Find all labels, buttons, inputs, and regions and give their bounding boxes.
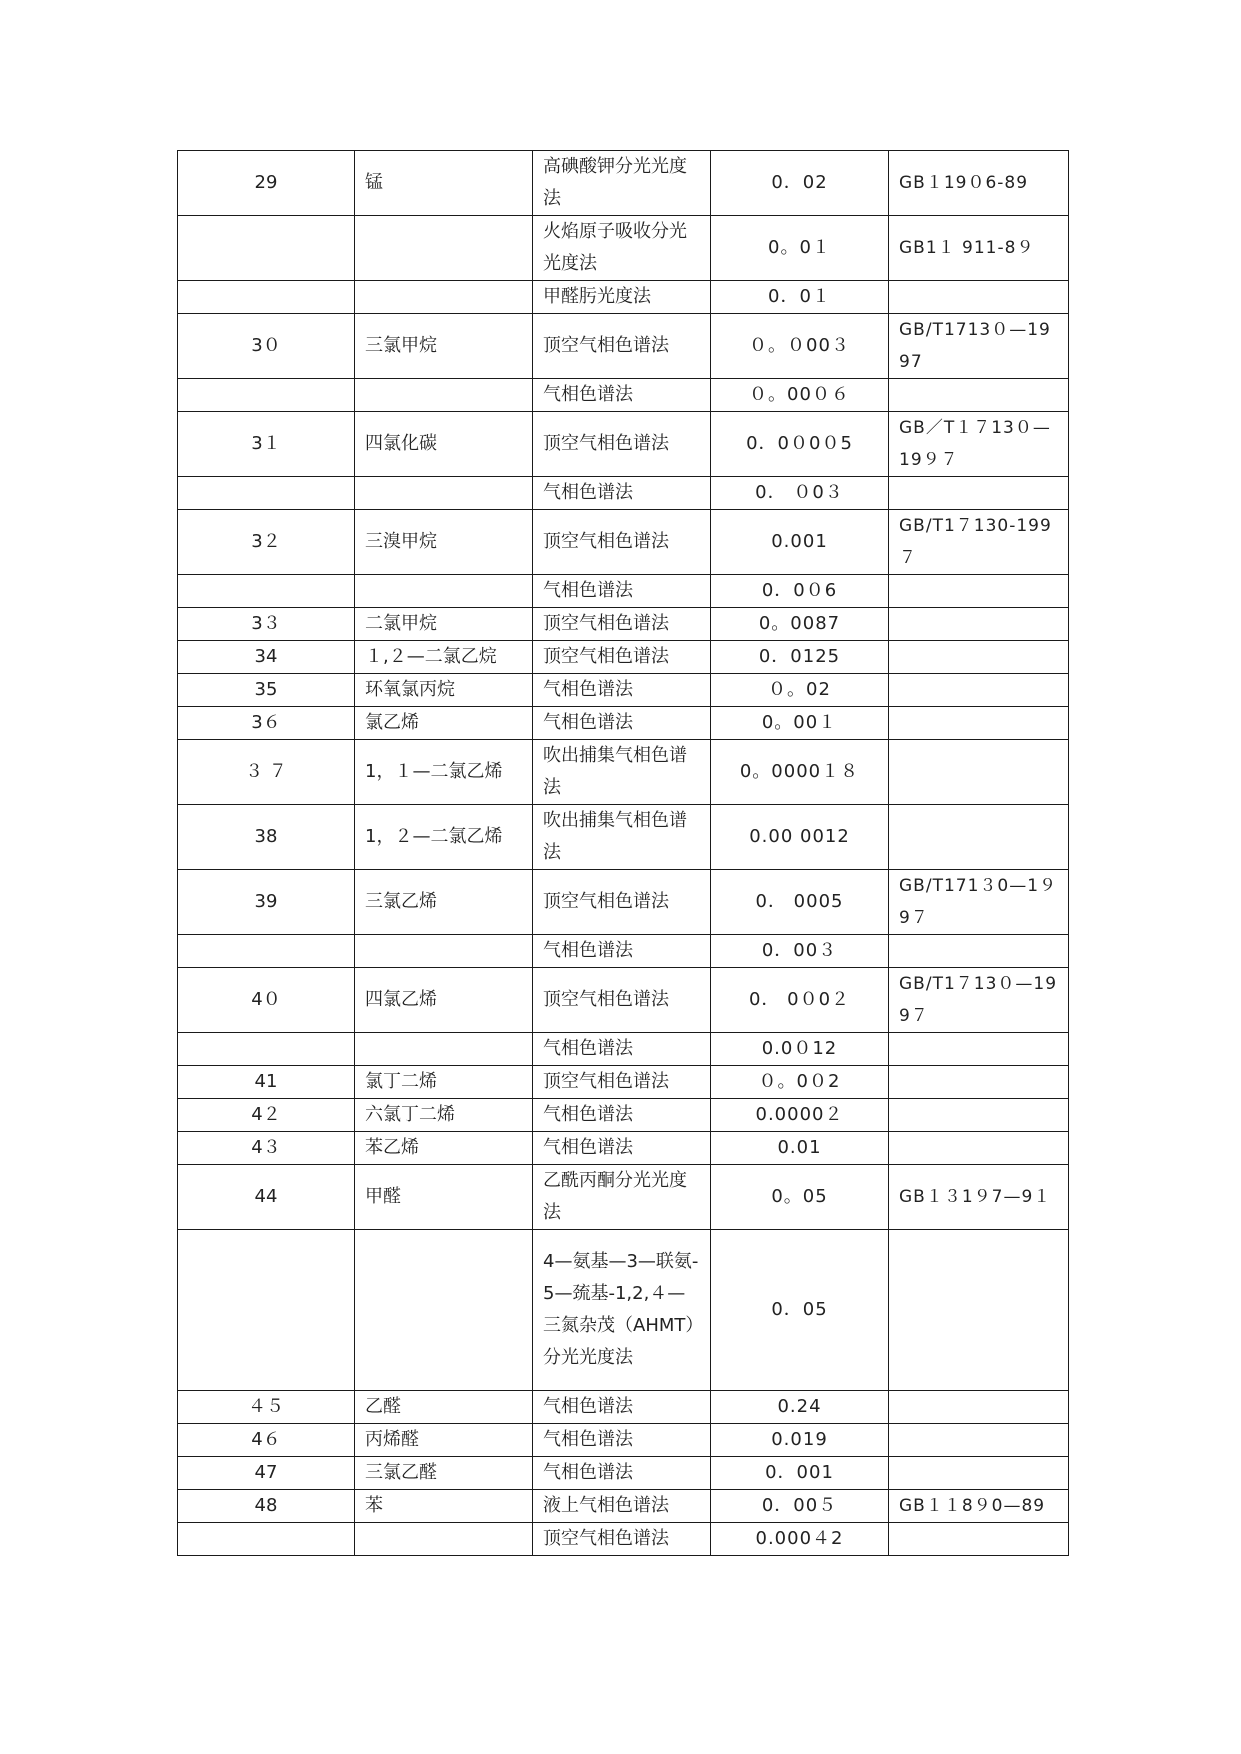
test-method-cell: 气相色谱法	[533, 1391, 711, 1424]
test-method-cell: 顶空气相色谱法	[533, 510, 711, 575]
standard-code-cell: GB／T１７13０—19９７	[889, 412, 1069, 477]
test-method-cell: 顶空气相色谱法	[533, 1523, 711, 1556]
item-number-cell	[178, 281, 355, 314]
item-number-cell: ３ ７	[178, 740, 355, 805]
substance-name-cell: 丙烯醛	[355, 1424, 533, 1457]
item-number-cell: 3６	[178, 707, 355, 740]
standard-code-cell: GB１19０6-89	[889, 151, 1069, 216]
detection-limit-cell: 0．0１	[711, 281, 889, 314]
detection-limit-cell: 0。05	[711, 1165, 889, 1230]
table-row	[178, 935, 1069, 968]
substance-name-cell	[355, 1033, 533, 1066]
substance-name-cell	[355, 281, 533, 314]
substance-name-cell: 甲醛	[355, 1165, 533, 1230]
item-number-cell: 4３	[178, 1132, 355, 1165]
test-method-cell: 气相色谱法	[533, 1033, 711, 1066]
substance-name-cell	[355, 1523, 533, 1556]
substance-name-cell: 三氯甲烷	[355, 314, 533, 379]
standard-code-cell	[889, 740, 1069, 805]
test-method-cell: 火焰原子吸收分光光度法	[533, 216, 711, 281]
item-number-cell: ４５	[178, 1391, 355, 1424]
test-method-cell: 气相色谱法	[533, 477, 711, 510]
item-number-cell: 4０	[178, 968, 355, 1033]
substance-name-cell: 四氯乙烯	[355, 968, 533, 1033]
detection-limit-cell: 0.00 0012	[711, 805, 889, 870]
detection-limit-cell: ０。00０６	[711, 379, 889, 412]
test-method-cell: 顶空气相色谱法	[533, 1066, 711, 1099]
detection-limit-cell: 0．0125	[711, 641, 889, 674]
standard-code-cell	[889, 1391, 1069, 1424]
item-number-cell: 29	[178, 151, 355, 216]
table-row	[178, 674, 1069, 707]
test-method-cell: 气相色谱法	[533, 674, 711, 707]
detection-limit-cell: 0．02	[711, 151, 889, 216]
detection-limit-cell: 0．0０0０5	[711, 412, 889, 477]
standard-code-cell	[889, 608, 1069, 641]
standard-code-cell	[889, 674, 1069, 707]
test-method-cell: 顶空气相色谱法	[533, 412, 711, 477]
item-number-cell: 4２	[178, 1099, 355, 1132]
table-row	[178, 707, 1069, 740]
item-number-cell: 48	[178, 1490, 355, 1523]
test-method-cell: 气相色谱法	[533, 707, 711, 740]
item-number-cell: 47	[178, 1457, 355, 1490]
test-method-cell: 顶空气相色谱法	[533, 314, 711, 379]
item-number-cell	[178, 575, 355, 608]
table-row	[178, 1391, 1069, 1424]
test-method-cell: 气相色谱法	[533, 1132, 711, 1165]
detection-limit-cell: 0.0０12	[711, 1033, 889, 1066]
test-method-cell: 气相色谱法	[533, 575, 711, 608]
detection-limit-cell: ０。０00３	[711, 314, 889, 379]
substance-name-cell: 氯丁二烯	[355, 1066, 533, 1099]
standard-code-cell: GB/T1713０—1997	[889, 314, 1069, 379]
substance-name-cell: 二氯甲烷	[355, 608, 533, 641]
standards-table-body	[178, 151, 1069, 1556]
table-row	[178, 870, 1069, 935]
substance-name-cell: 氯乙烯	[355, 707, 533, 740]
detection-limit-cell: ０。02	[711, 674, 889, 707]
standard-code-cell	[889, 1457, 1069, 1490]
test-method-cell: 吹出捕集气相色谱法	[533, 805, 711, 870]
table-row	[178, 805, 1069, 870]
standard-code-cell	[889, 641, 1069, 674]
standard-code-cell	[889, 1066, 1069, 1099]
test-method-cell: 高碘酸钾分光光度法	[533, 151, 711, 216]
detection-limit-cell: 0.01	[711, 1132, 889, 1165]
substance-name-cell: 三氯乙烯	[355, 870, 533, 935]
test-method-cell: 气相色谱法	[533, 1457, 711, 1490]
substance-name-cell: １,２—二氯乙烷	[355, 641, 533, 674]
item-number-cell: 3２	[178, 510, 355, 575]
table-row	[178, 1424, 1069, 1457]
test-method-cell: 气相色谱法	[533, 935, 711, 968]
table-row	[178, 608, 1069, 641]
standard-code-cell	[889, 281, 1069, 314]
standard-code-cell: GB1１ 911-8９	[889, 216, 1069, 281]
standard-code-cell	[889, 379, 1069, 412]
substance-name-cell: 锰	[355, 151, 533, 216]
detection-limit-cell: 0．0０6	[711, 575, 889, 608]
standard-code-cell	[889, 707, 1069, 740]
substance-name-cell: 三溴甲烷	[355, 510, 533, 575]
item-number-cell: 3０	[178, 314, 355, 379]
item-number-cell	[178, 935, 355, 968]
item-number-cell: 44	[178, 1165, 355, 1230]
detection-limit-cell: 0。0087	[711, 608, 889, 641]
test-method-cell: 甲醛肟光度法	[533, 281, 711, 314]
test-method-cell: 吹出捕集气相色谱法	[533, 740, 711, 805]
substance-name-cell: 环氧氯丙烷	[355, 674, 533, 707]
table-row	[178, 1165, 1069, 1230]
substance-name-cell	[355, 935, 533, 968]
detection-limit-cell: 0． ０0３	[711, 477, 889, 510]
item-number-cell	[178, 477, 355, 510]
table-row	[178, 510, 1069, 575]
standard-code-cell	[889, 935, 1069, 968]
item-number-cell: 3３	[178, 608, 355, 641]
table-row	[178, 1099, 1069, 1132]
table-row	[178, 740, 1069, 805]
standard-code-cell	[889, 1523, 1069, 1556]
standard-code-cell: GB/T1７13０—199７	[889, 968, 1069, 1033]
substance-name-cell: 四氯化碳	[355, 412, 533, 477]
item-number-cell: 34	[178, 641, 355, 674]
table-row	[178, 1523, 1069, 1556]
standard-code-cell	[889, 805, 1069, 870]
detection-limit-cell: 0.001	[711, 510, 889, 575]
detection-limit-cell: 0．00５	[711, 1490, 889, 1523]
item-number-cell	[178, 1033, 355, 1066]
test-method-cell: 顶空气相色谱法	[533, 968, 711, 1033]
table-row	[178, 412, 1069, 477]
test-method-cell: 顶空气相色谱法	[533, 641, 711, 674]
standard-code-cell	[889, 1099, 1069, 1132]
detection-limit-cell: 0．001	[711, 1457, 889, 1490]
test-method-cell: 气相色谱法	[533, 1099, 711, 1132]
test-method-cell: 4—氨基—3—联氨-5—巯基-1,2,４—三氮杂茂（AHMT）分光光度法	[533, 1230, 711, 1391]
item-number-cell	[178, 1523, 355, 1556]
table-row	[178, 1490, 1069, 1523]
substance-name-cell: 1，１—二氯乙烯	[355, 740, 533, 805]
table-row	[178, 216, 1069, 281]
detection-limit-cell: 0． 0０0２	[711, 968, 889, 1033]
item-number-cell: 41	[178, 1066, 355, 1099]
table-row	[178, 1457, 1069, 1490]
standard-code-cell: GB/T1７130-199７	[889, 510, 1069, 575]
item-number-cell	[178, 379, 355, 412]
table-row	[178, 1066, 1069, 1099]
table-row	[178, 1230, 1069, 1391]
standard-code-cell	[889, 1424, 1069, 1457]
item-number-cell: 35	[178, 674, 355, 707]
standard-code-cell	[889, 1230, 1069, 1391]
test-method-cell: 顶空气相色谱法	[533, 870, 711, 935]
detection-limit-cell: 0.0000２	[711, 1099, 889, 1132]
detection-limit-cell: 0.019	[711, 1424, 889, 1457]
item-number-cell	[178, 1230, 355, 1391]
substance-name-cell: 六氯丁二烯	[355, 1099, 533, 1132]
table-row	[178, 379, 1069, 412]
test-method-cell: 顶空气相色谱法	[533, 608, 711, 641]
standard-code-cell	[889, 1033, 1069, 1066]
item-number-cell: 3１	[178, 412, 355, 477]
detection-limit-cell: 0．05	[711, 1230, 889, 1391]
test-method-cell: 液上气相色谱法	[533, 1490, 711, 1523]
detection-limit-cell: 0.24	[711, 1391, 889, 1424]
table-row	[178, 477, 1069, 510]
standard-code-cell: GB１３1９7—9１	[889, 1165, 1069, 1230]
standards-table	[177, 150, 1069, 1556]
standard-code-cell: GB１１8９0—89	[889, 1490, 1069, 1523]
substance-name-cell	[355, 477, 533, 510]
test-method-cell: 气相色谱法	[533, 379, 711, 412]
item-number-cell	[178, 216, 355, 281]
substance-name-cell: 乙醛	[355, 1391, 533, 1424]
substance-name-cell: 苯乙烯	[355, 1132, 533, 1165]
detection-limit-cell: ０。0０2	[711, 1066, 889, 1099]
standard-code-cell	[889, 477, 1069, 510]
substance-name-cell: 1，２—二氯乙烯	[355, 805, 533, 870]
table-row	[178, 1033, 1069, 1066]
table-row	[178, 151, 1069, 216]
substance-name-cell	[355, 379, 533, 412]
detection-limit-cell: 0。00１	[711, 707, 889, 740]
substance-name-cell	[355, 216, 533, 281]
standard-code-cell: GB/T171３0—1９9７	[889, 870, 1069, 935]
table-row	[178, 1132, 1069, 1165]
substance-name-cell: 三氯乙醛	[355, 1457, 533, 1490]
detection-limit-cell: 0． 0005	[711, 870, 889, 935]
substance-name-cell: 苯	[355, 1490, 533, 1523]
detection-limit-cell: 0．00３	[711, 935, 889, 968]
table-row	[178, 575, 1069, 608]
detection-limit-cell: 0。0000１８	[711, 740, 889, 805]
item-number-cell: 39	[178, 870, 355, 935]
detection-limit-cell: 0。0１	[711, 216, 889, 281]
test-method-cell: 气相色谱法	[533, 1424, 711, 1457]
item-number-cell: 4６	[178, 1424, 355, 1457]
table-row	[178, 968, 1069, 1033]
substance-name-cell	[355, 575, 533, 608]
item-number-cell: 38	[178, 805, 355, 870]
standard-code-cell	[889, 575, 1069, 608]
table-row	[178, 641, 1069, 674]
table-row	[178, 281, 1069, 314]
detection-limit-cell: 0.000４2	[711, 1523, 889, 1556]
test-method-cell: 乙酰丙酮分光光度法	[533, 1165, 711, 1230]
table-row	[178, 314, 1069, 379]
standard-code-cell	[889, 1132, 1069, 1165]
substance-name-cell	[355, 1230, 533, 1391]
